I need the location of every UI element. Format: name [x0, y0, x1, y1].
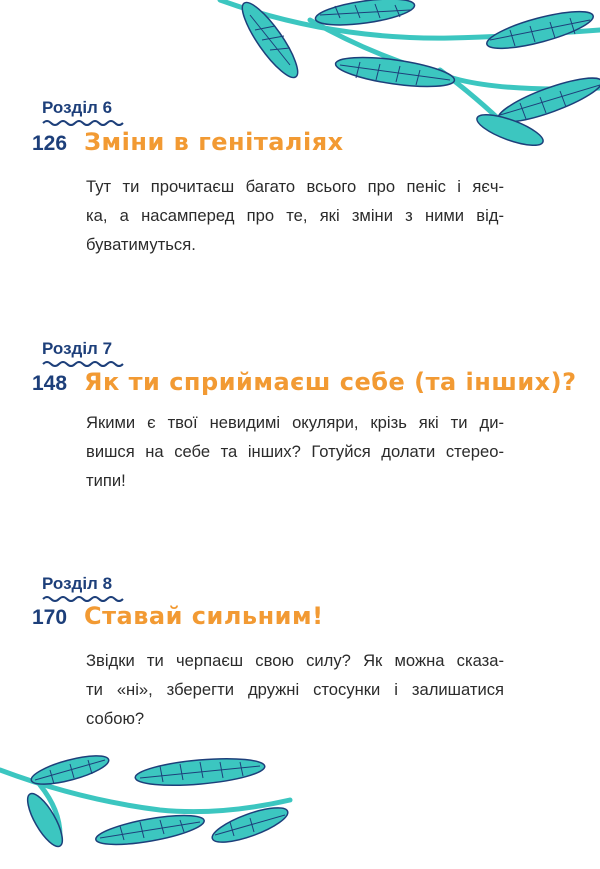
description-line: ти «ні», зберегти дружні стосунки і залишатися	[86, 680, 504, 699]
chapter-label: Розділ 7	[42, 339, 113, 358]
chapter-title[interactable]: Ставай сильним!	[84, 602, 324, 630]
leaf-branch-bottom-decoration	[0, 740, 300, 850]
page-number[interactable]: 148	[32, 372, 68, 395]
chapter-title[interactable]: Як ти сприймаєш себе (та інших)?	[84, 368, 577, 396]
description-line: типи!	[86, 471, 126, 490]
chapter-label: Розділ 8	[42, 574, 113, 593]
description-line: Якими є твої невидимі окуляри, крізь які ти ди-	[86, 413, 504, 432]
description-line: Тут ти прочитаєш багато всього про пеніс і яєч-	[86, 177, 504, 196]
chapter-title[interactable]: Зміни в геніталіях	[84, 128, 344, 156]
wavy-underline	[42, 360, 124, 368]
page-number[interactable]: 126	[32, 132, 68, 155]
description-line: собою?	[86, 709, 145, 728]
chapter-label: Розділ 6	[42, 98, 113, 117]
chapter-description	[86, 646, 504, 733]
page-number[interactable]: 170	[32, 606, 68, 629]
description-line: Звідки ти черпаєш свою силу? Як можна сказа-	[86, 651, 504, 670]
description-line: буватимуться.	[86, 235, 196, 254]
description-line: вишся на себе та інших? Готуйся долати стерео-	[86, 442, 504, 461]
wavy-underline	[42, 119, 124, 127]
description-line: ка, а насамперед про те, які зміни з ними від-	[86, 206, 504, 225]
chapter-description	[86, 172, 504, 259]
chapter-description	[86, 408, 504, 495]
